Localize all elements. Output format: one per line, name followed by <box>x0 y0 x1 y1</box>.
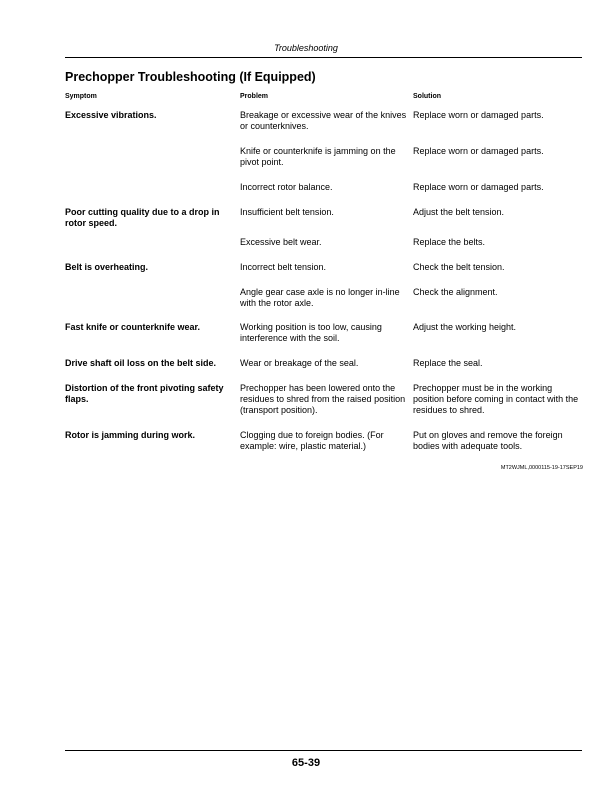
symptom-cell: Fast knife or counterknife wear. <box>65 322 201 332</box>
problem-cell: Breakage or excessive wear of the knives or counterknives. <box>240 110 407 131</box>
problem-cell: Wear or breakage of the seal. <box>240 358 359 368</box>
solution-cell: Put on gloves and remove the foreign bodies with adequate tools. <box>413 430 563 451</box>
solution-cell: Replace the belts. <box>413 237 486 247</box>
problem-cell: Angle gear case axle is no longer in-line with the rotor axle. <box>240 287 400 308</box>
symptom-cell: Poor cutting quality due to a drop in rotor speed. <box>65 207 220 228</box>
problem-cell: Excessive belt wear. <box>240 237 322 247</box>
solution-cell: Adjust the working height. <box>413 322 517 332</box>
section-title: Prechopper Troubleshooting (If Equipped) <box>65 70 316 84</box>
problem-cell: Prechopper has been lowered onto the residues to shred from the raised position (transport position). <box>240 383 406 415</box>
problem-cell: Clogging due to foreign bodies. (For example: wire, plastic material.) <box>240 430 384 451</box>
document-reference-code: MT2WJML,0000115-19-17SEP19 <box>500 465 583 471</box>
solution-cell: Adjust the belt tension. <box>413 207 505 217</box>
symptom-cell: Drive shaft oil loss on the belt side. <box>65 358 217 368</box>
problem-cell: Insufficient belt tension. <box>240 207 334 217</box>
header-divider <box>65 57 582 58</box>
problem-cell: Working position is too low, causing interference with the soil. <box>240 322 382 343</box>
symptom-cell: Rotor is jamming during work. <box>65 430 196 440</box>
problem-cell: Incorrect rotor balance. <box>240 182 333 192</box>
solution-cell: Check the alignment. <box>413 287 498 297</box>
running-header-title: Troubleshooting <box>274 43 338 53</box>
solution-cell: Check the belt tension. <box>413 262 505 272</box>
solution-cell: Replace the seal. <box>413 358 483 368</box>
column-header-problem: Problem <box>240 93 269 100</box>
solution-cell: Replace worn or damaged parts. <box>413 182 544 192</box>
footer-divider <box>65 750 582 751</box>
solution-cell: Prechopper must be in the working position before coming in contact with the residues to shred. <box>413 383 579 415</box>
page-number: 65-39 <box>291 757 321 769</box>
solution-cell: Replace worn or damaged parts. <box>413 146 544 156</box>
column-header-symptom: Symptom <box>65 93 97 100</box>
symptom-cell: Belt is overheating. <box>65 262 149 272</box>
column-header-solution: Solution <box>413 93 441 100</box>
symptom-cell: Distortion of the front pivoting safety flaps. <box>65 383 224 404</box>
symptom-cell: Excessive vibrations. <box>65 110 157 120</box>
solution-cell: Replace worn or damaged parts. <box>413 110 544 120</box>
problem-cell: Incorrect belt tension. <box>240 262 327 272</box>
problem-cell: Knife or counterknife is jamming on the pivot point. <box>240 146 396 167</box>
